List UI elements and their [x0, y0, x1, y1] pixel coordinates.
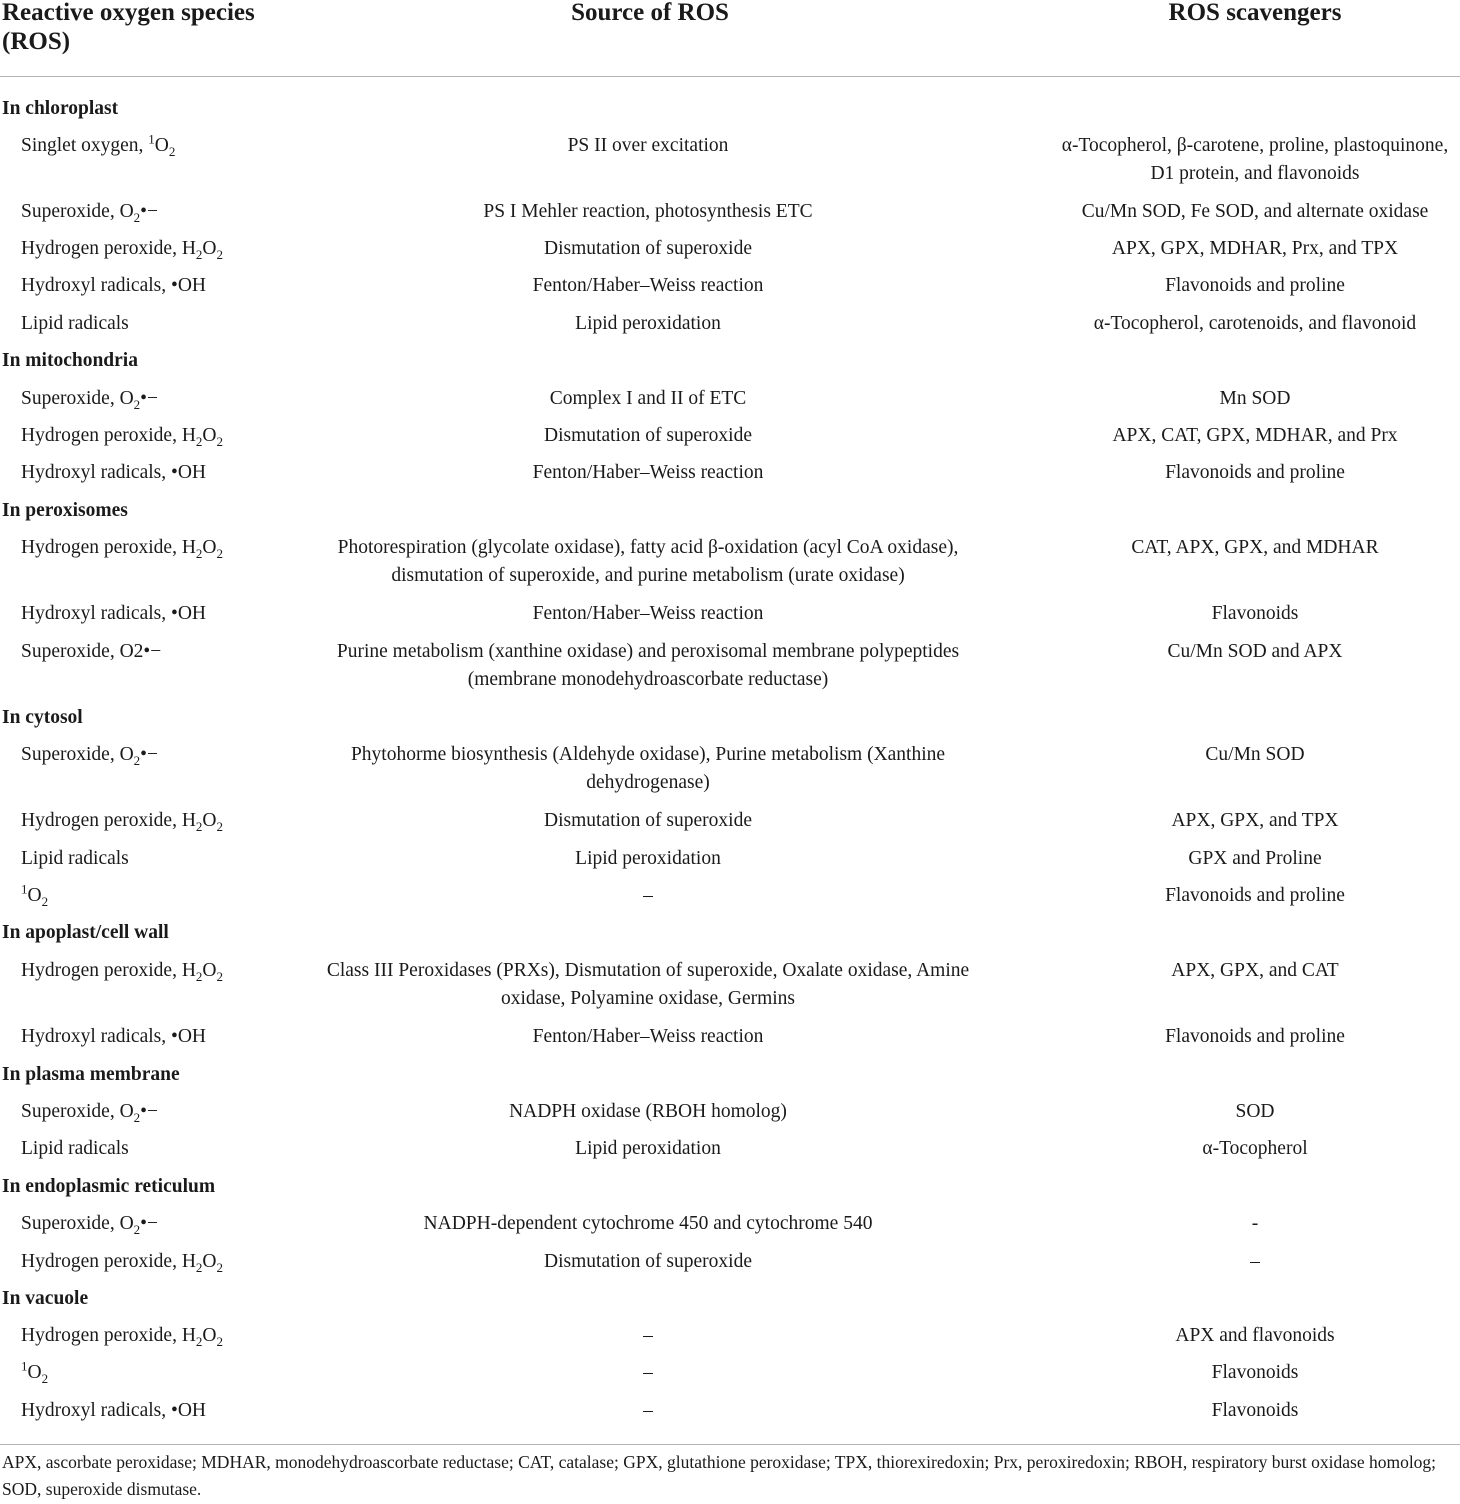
scavengers-cell: Flavonoids and proline — [1165, 1026, 1345, 1047]
section-title: In peroxisomes — [2, 500, 128, 521]
source-cell: Purine metabolism (xanthine oxidase) and peroxisomal membrane polypeptides (membrane monodehydroascorbate reductase) — [336, 641, 960, 690]
column-header-ros: Reactive oxygen species (ROS) — [2, 0, 255, 55]
ros-cell — [21, 1359, 306, 1387]
source-cell: Fenton/Haber–Weiss reaction — [532, 462, 764, 483]
section-title: In endoplasmic reticulum — [2, 1176, 216, 1197]
ros-cell — [21, 1023, 306, 1051]
ros-cell — [21, 600, 306, 628]
ros-text-part: O — [202, 537, 217, 558]
source-cell: PS II over excitation — [567, 135, 729, 156]
ros-text-part: O — [202, 1325, 217, 1346]
ros-text-part: 2 — [133, 1221, 141, 1237]
source-cell: Fenton/Haber–Weiss reaction — [532, 1026, 764, 1047]
ros-text-part: Superoxide, O — [21, 201, 134, 222]
ros-text-part: Superoxide, O — [21, 1101, 134, 1122]
ros-text-part: Hydroxyl radicals, •OH — [21, 1026, 206, 1047]
section-title: In cytosol — [2, 707, 83, 728]
scavengers-cell: APX, CAT, GPX, MDHAR, and Prx — [1112, 425, 1398, 446]
ros-text-part: 2 — [216, 1259, 224, 1275]
ros-text-part: Lipid radicals — [21, 1138, 129, 1159]
source-cell: Lipid peroxidation — [575, 313, 721, 334]
ros-text-part: 2 — [216, 968, 224, 984]
source-cell: – — [643, 885, 653, 906]
ros-text-part: 2 — [195, 545, 203, 561]
ros-text-part: Hydroxyl radicals, •OH — [21, 462, 206, 483]
ros-text-part: Lipid radicals — [21, 313, 129, 334]
ros-cell — [21, 272, 306, 300]
source-cell: Lipid peroxidation — [575, 1138, 721, 1159]
ros-text-part: Hydrogen peroxide, H — [21, 425, 196, 446]
ros-text-part: Hydrogen peroxide, H — [21, 810, 196, 831]
scavengers-cell: Flavonoids — [1211, 603, 1299, 624]
source-cell: Class III Peroxidases (PRXs), Dismutation of superoxide, Oxalate oxidase, Amine oxidase, Polyamine oxidase, Germins — [326, 960, 970, 1009]
scavengers-cell: Mn SOD — [1219, 388, 1291, 409]
ros-cell — [21, 1098, 306, 1126]
ros-text-part: 1 — [148, 131, 155, 147]
section-title: In plasma membrane — [2, 1064, 180, 1085]
scavengers-cell: CAT, APX, GPX, and MDHAR — [1131, 537, 1379, 558]
ros-text-part: 2 — [195, 246, 203, 262]
ros-text-part: O — [202, 238, 217, 259]
source-cell: Fenton/Haber–Weiss reaction — [532, 603, 764, 624]
scavengers-cell: α-Tocopherol — [1202, 1138, 1308, 1159]
ros-text-part: Hydrogen peroxide, H — [21, 238, 196, 259]
ros-cell — [21, 957, 306, 985]
ros-text-part: 2 — [133, 396, 141, 412]
scavengers-cell: - — [1251, 1213, 1259, 1234]
scavengers-cell: α-Tocopherol, carotenoids, and flavonoid — [1093, 313, 1417, 334]
source-cell: Dismutation of superoxide — [544, 1251, 752, 1272]
ros-cell — [21, 534, 306, 562]
ros-text-part: O — [27, 885, 42, 906]
ros-text-part: Hydroxyl radicals, •OH — [21, 603, 206, 624]
section-title: In chloroplast — [2, 98, 119, 119]
ros-text-part: Hydroxyl radicals, •OH — [21, 275, 206, 296]
source-cell: NADPH oxidase (RBOH homolog) — [509, 1101, 787, 1122]
section-title: In mitochondria — [2, 350, 138, 371]
ros-text-part: Singlet oxygen, — [21, 135, 149, 156]
section-title: In apoplast/cell wall — [2, 922, 169, 943]
scavengers-cell: Cu/Mn SOD and APX — [1167, 641, 1343, 662]
ros-cell — [21, 741, 306, 769]
ros-text-part: O — [202, 1251, 217, 1272]
ros-text-part: •− — [140, 1101, 158, 1122]
ros-text-part: 2 — [216, 545, 224, 561]
source-cell: Lipid peroxidation — [575, 848, 721, 869]
ros-text-part: 2 — [216, 433, 224, 449]
source-cell: – — [643, 1362, 653, 1383]
header-rule — [0, 76, 1460, 77]
ros-cell — [21, 1248, 306, 1276]
scavengers-cell: APX, GPX, MDHAR, Prx, and TPX — [1111, 238, 1399, 259]
ros-cell — [21, 422, 306, 450]
scavengers-cell: – — [1250, 1251, 1260, 1272]
ros-cell — [21, 807, 306, 835]
ros-cell — [21, 1210, 306, 1238]
ros-cell — [21, 310, 306, 338]
ros-text-part: Superoxide, O2•− — [21, 641, 162, 662]
scavengers-cell: GPX and Proline — [1188, 848, 1322, 869]
ros-text-part: 2 — [195, 968, 203, 984]
ros-cell — [21, 1135, 306, 1163]
ros-text-part: Lipid radicals — [21, 848, 129, 869]
ros-text-part: •− — [140, 744, 158, 765]
ros-cell — [21, 459, 306, 487]
column-header-scavengers: ROS scavengers — [1168, 0, 1342, 26]
column-header-source: Source of ROS — [571, 0, 729, 26]
ros-cell — [21, 638, 306, 666]
ros-cell — [21, 385, 306, 413]
table-footnote: APX, ascorbate peroxidase; MDHAR, monodehydroascorbate reductase; CAT, catalase; GPX, glutathione peroxidase; TPX, thiorexiredoxin; Prx, peroxiredoxin; RBOH, respiratory burst oxidase homolog; SOD, superoxide dismutase. — [2, 1452, 1437, 1499]
section-title: In vacuole — [2, 1288, 89, 1309]
ros-text-part: 2 — [216, 1333, 224, 1349]
source-cell: – — [643, 1400, 653, 1421]
table-header — [0, 0, 1460, 76]
ros-text-part: 2 — [133, 752, 141, 768]
ros-text-part: 2 — [133, 209, 141, 225]
scavengers-cell: Cu/Mn SOD, Fe SOD, and alternate oxidase — [1081, 201, 1429, 222]
footer-rule — [0, 1444, 1460, 1445]
source-cell: Fenton/Haber–Weiss reaction — [532, 275, 764, 296]
ros-text-part: O — [202, 960, 217, 981]
ros-text-part: O — [27, 1362, 42, 1383]
ros-text-part: O — [202, 810, 217, 831]
ros-text-part: •− — [140, 201, 158, 222]
source-cell: Phytohorme biosynthesis (Aldehyde oxidase), Purine metabolism (Xanthine dehydrogenase) — [350, 744, 946, 793]
ros-cell — [21, 1397, 306, 1425]
ros-text-part: 2 — [195, 1333, 203, 1349]
scavengers-cell: Cu/Mn SOD — [1205, 744, 1305, 765]
ros-text-part: O — [154, 135, 169, 156]
ros-text-part: 2 — [195, 433, 203, 449]
scavengers-cell: Flavonoids and proline — [1165, 462, 1345, 483]
ros-text-part: 2 — [195, 1259, 203, 1275]
ros-cell — [21, 845, 306, 873]
ros-text-part: 2 — [168, 143, 176, 159]
source-cell: Complex I and II of ETC — [549, 388, 747, 409]
ros-text-part: 1 — [21, 881, 28, 897]
ros-text-part: •− — [140, 388, 158, 409]
source-cell: Dismutation of superoxide — [544, 810, 752, 831]
ros-cell — [21, 882, 306, 910]
ros-text-part: Hydrogen peroxide, H — [21, 1325, 196, 1346]
ros-cell — [21, 132, 306, 160]
source-cell: Dismutation of superoxide — [544, 425, 752, 446]
ros-cell — [21, 235, 306, 263]
scavengers-cell: Flavonoids — [1211, 1362, 1299, 1383]
ros-text-part: 2 — [133, 1109, 141, 1125]
ros-text-part: 2 — [216, 818, 224, 834]
ros-text-part: Hydrogen peroxide, H — [21, 1251, 196, 1272]
scavengers-cell: APX, GPX, and CAT — [1171, 960, 1339, 981]
ros-text-part: 2 — [195, 818, 203, 834]
scavengers-cell: α-Tocopherol, β-carotene, proline, plastoquinone, D1 protein, and flavonoids — [1061, 135, 1449, 184]
source-cell: Dismutation of superoxide — [544, 238, 752, 259]
ros-cell — [21, 1322, 306, 1350]
ros-text-part: Superoxide, O — [21, 1213, 134, 1234]
source-cell: NADPH-dependent cytochrome 450 and cytochrome 540 — [423, 1213, 873, 1234]
ros-text-part: Hydroxyl radicals, •OH — [21, 1400, 206, 1421]
scavengers-cell: Flavonoids and proline — [1165, 275, 1345, 296]
ros-text-part: Hydrogen peroxide, H — [21, 537, 196, 558]
scavengers-cell: Flavonoids — [1211, 1400, 1299, 1421]
ros-text-part: •− — [140, 1213, 158, 1234]
scavengers-cell: Flavonoids and proline — [1165, 885, 1345, 906]
ros-text-part: 2 — [41, 893, 49, 909]
ros-text-part: 2 — [216, 246, 224, 262]
source-cell: – — [643, 1325, 653, 1346]
ros-text-part: Hydrogen peroxide, H — [21, 960, 196, 981]
scavengers-cell: APX and flavonoids — [1175, 1325, 1335, 1346]
ros-text-part: Superoxide, O — [21, 744, 134, 765]
scavengers-cell: SOD — [1235, 1101, 1275, 1122]
ros-cell — [21, 198, 306, 226]
source-cell: PS I Mehler reaction, photosynthesis ETC — [483, 201, 813, 222]
scavengers-cell: APX, GPX, and TPX — [1171, 810, 1339, 831]
ros-text-part: Superoxide, O — [21, 388, 134, 409]
ros-text-part: 2 — [41, 1370, 49, 1386]
source-cell: Photorespiration (glycolate oxidase), fatty acid β-oxidation (acyl CoA oxidase), dismutation of superoxide, and purine metabolism (urate oxidase) — [337, 537, 959, 586]
ros-text-part: 1 — [21, 1358, 28, 1374]
ros-text-part: O — [202, 425, 217, 446]
